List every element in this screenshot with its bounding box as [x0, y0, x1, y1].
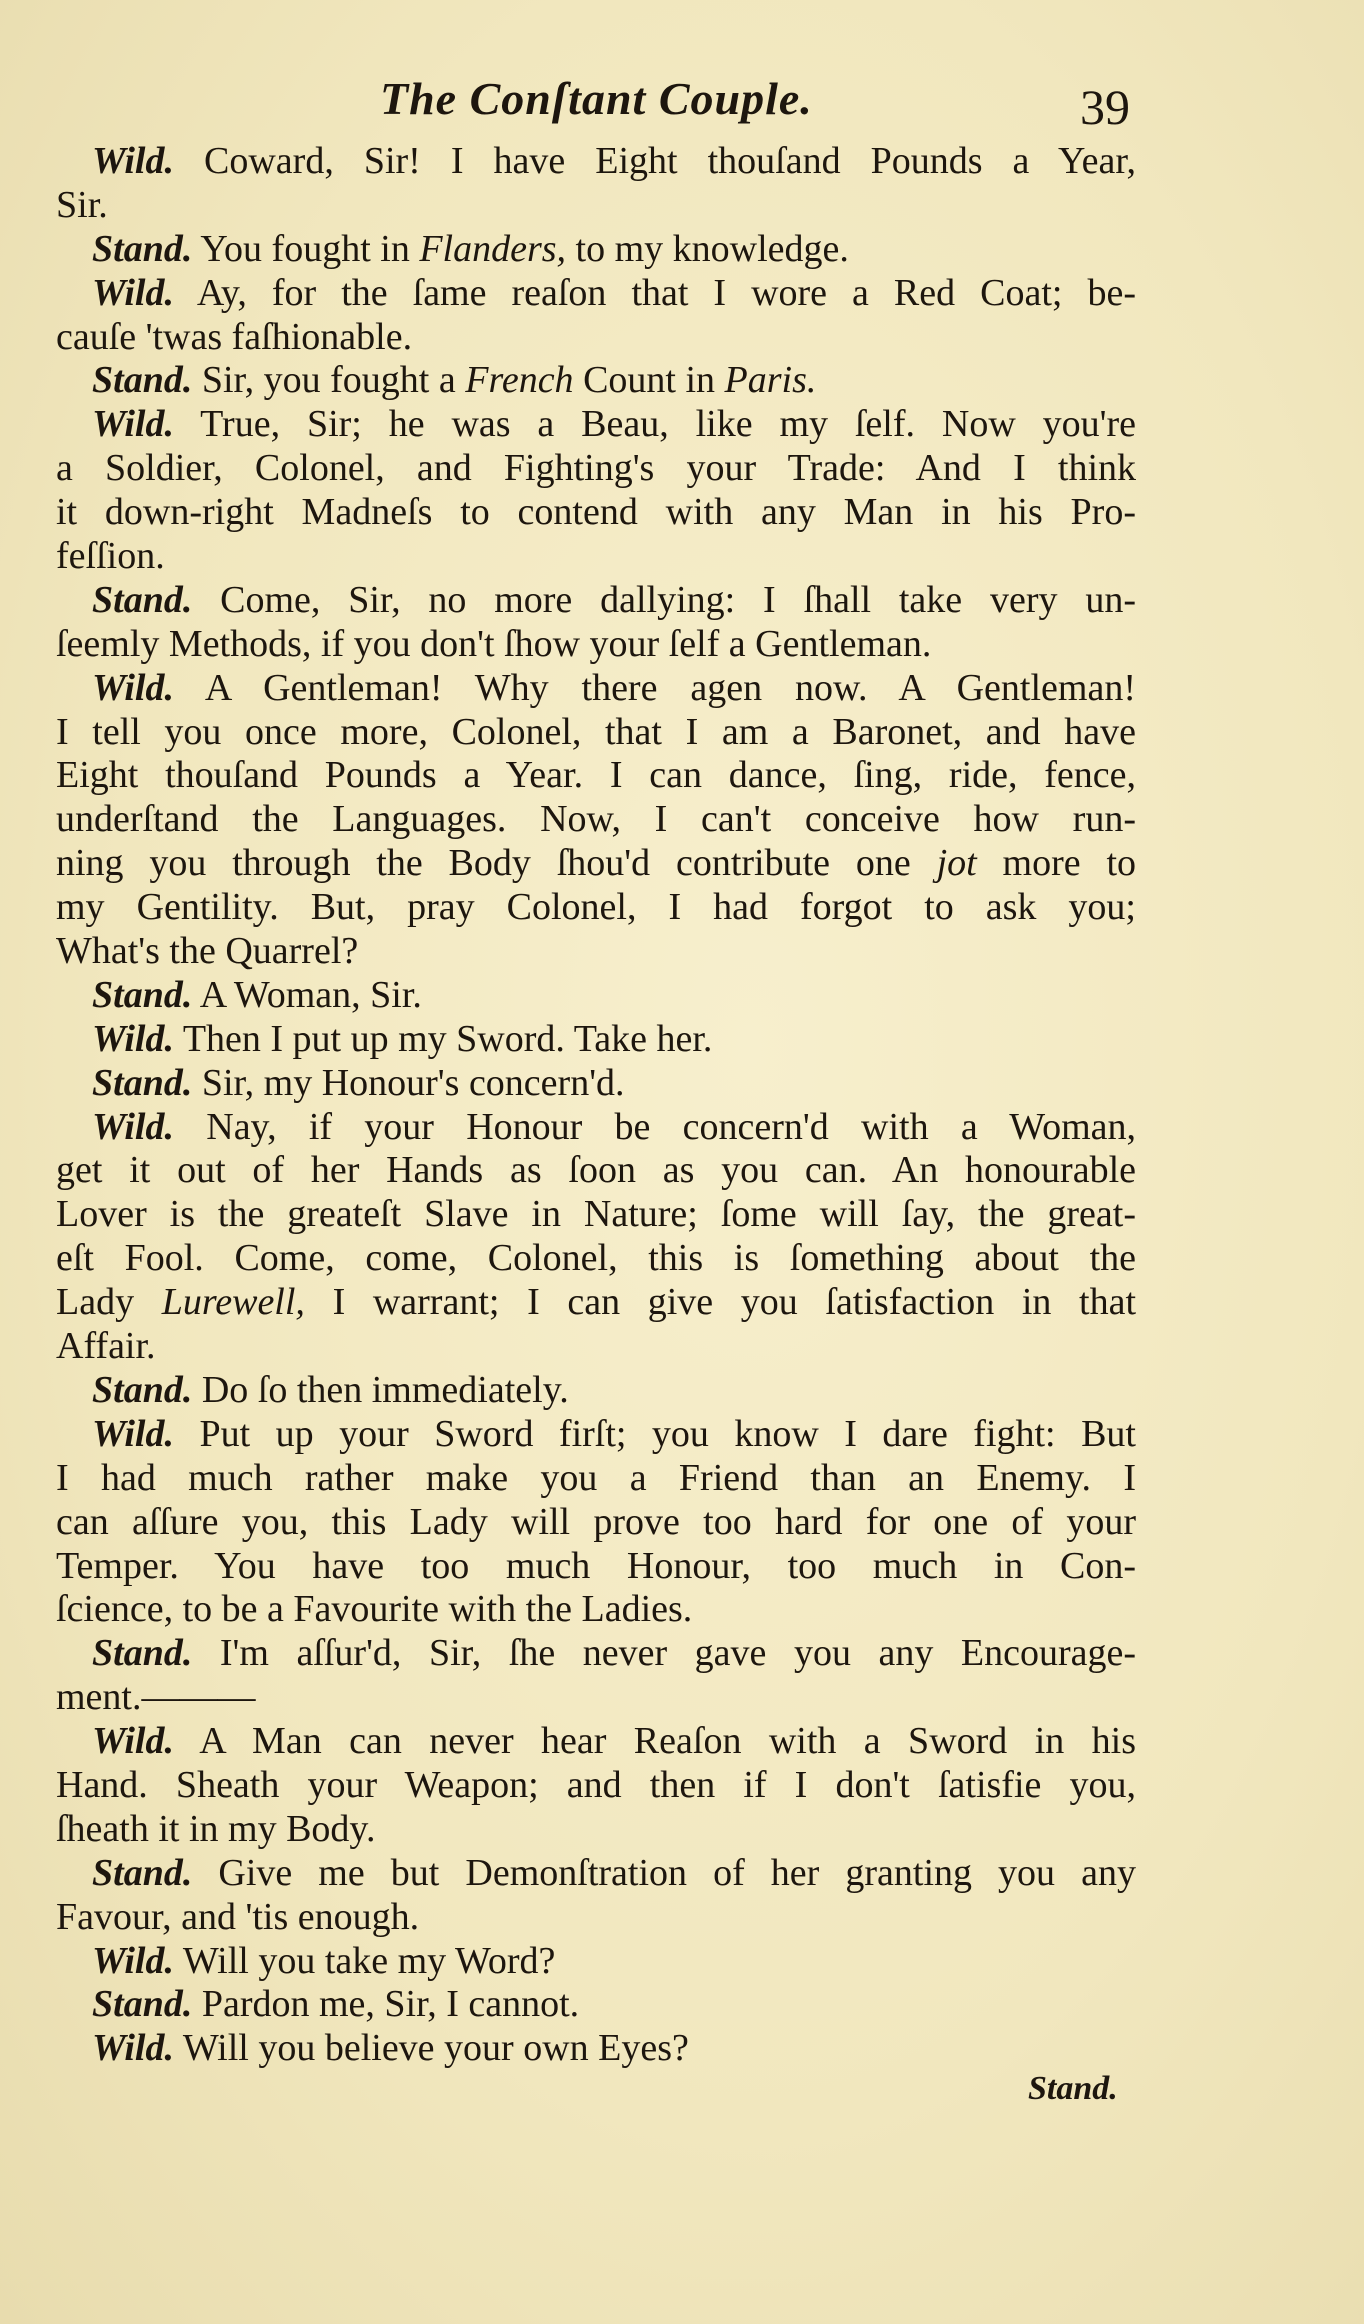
- text-line: [56, 1325, 1136, 1369]
- text-line: [56, 403, 1136, 447]
- text-line: [56, 754, 1136, 798]
- text-line: [56, 1457, 1136, 1501]
- text-line: [56, 1193, 1136, 1237]
- line-text: more to: [976, 842, 1136, 885]
- text-line: [56, 535, 1136, 579]
- line-text: Favour, and 'tis enough.: [56, 1895, 420, 1938]
- line-text: True, Sir; he was a Beau, like my ſelf. Now you're: [174, 403, 1136, 446]
- line-text: ſeemly Methods, if you don't ſhow your ſelf a Gentleman.: [56, 622, 932, 665]
- line-text: Affair.: [56, 1325, 156, 1368]
- speaker-name: Stand.: [92, 1983, 193, 2026]
- line-text: feſſion.: [56, 535, 165, 578]
- line-text: Sir, you fought a: [192, 359, 466, 402]
- text-line: [56, 1237, 1136, 1281]
- line-text: Eight thouſand Pounds a Year. I can dance, ſing, ride, fence,: [56, 754, 1136, 797]
- line-text: ſheath it in my Body.: [56, 1807, 376, 1850]
- speaker-name: Stand.: [92, 1368, 193, 1411]
- line-text: French: [465, 359, 574, 402]
- text-line: [56, 1720, 1136, 1764]
- line-text: cauſe 'twas faſhionable.: [56, 315, 413, 358]
- speaker-name: Wild.: [92, 1939, 174, 1982]
- line-text: I had much rather make you a Friend than an Enemy. I: [56, 1456, 1136, 1499]
- line-text: get it out of her Hands as ſoon as you can. An honourable: [56, 1149, 1136, 1192]
- text-line: [56, 1983, 1136, 2027]
- text-line: [56, 930, 1136, 974]
- speaker-name: Stand.: [92, 973, 193, 1016]
- line-text: Lover is the greateſt Slave in Nature; ſome will ſay, the great-: [56, 1193, 1136, 1236]
- line-text: Sir, my Honour's concern'd.: [192, 1061, 625, 1104]
- text-line: [56, 1281, 1136, 1325]
- speaker-name: Wild.: [92, 1720, 174, 1763]
- line-text: Give me but Demonſtration of her granting you any: [192, 1851, 1136, 1894]
- text-line: [56, 623, 1136, 667]
- text-line: [56, 140, 1136, 184]
- line-text: Ay, for the ſame reaſon that I wore a Red Coat; be-: [174, 271, 1136, 314]
- line-text: my Gentility. But, pray Colonel, I had forgot to ask you;: [56, 886, 1136, 929]
- line-text: Then I put up my Sword. Take her.: [174, 1017, 713, 1060]
- line-text: What's the Quarrel?: [56, 930, 359, 973]
- speaker-name: Wild.: [92, 666, 174, 709]
- text-line: [56, 1106, 1136, 1150]
- text-line: [56, 1940, 1136, 1984]
- speaker-name: Stand.: [92, 1851, 193, 1894]
- speaker-name: Stand.: [92, 578, 193, 621]
- line-text: I'm aſſur'd, Sir, ſhe never gave you any Encourage-: [192, 1632, 1136, 1675]
- line-text: eſt Fool. Come, come, Colonel, this is ſomething about the: [56, 1237, 1136, 1280]
- dialogue-text: [56, 140, 1136, 2071]
- line-text: You fought in: [192, 227, 420, 270]
- text-line: [56, 272, 1136, 316]
- text-line: [56, 1588, 1136, 1632]
- speaker-name: Wild.: [92, 1017, 174, 1060]
- text-line: [56, 447, 1136, 491]
- text-line: [56, 798, 1136, 842]
- line-text: Sir.: [56, 183, 108, 226]
- line-text: Paris.: [724, 359, 817, 402]
- page-number: 39: [1080, 79, 1130, 135]
- speaker-name: Wild.: [92, 403, 174, 446]
- line-text: Count in: [573, 359, 725, 402]
- text-line: [56, 1545, 1136, 1589]
- text-line: [56, 1896, 1136, 1940]
- text-line: [56, 184, 1136, 228]
- line-text: Will you take my Word?: [174, 1939, 556, 1982]
- text-line: [56, 974, 1136, 1018]
- line-text: I tell you once more, Colonel, that I am a Baronet, and have: [56, 710, 1136, 753]
- running-head: [0, 72, 1364, 142]
- line-text: Will you believe your own Eyes?: [174, 2027, 689, 2070]
- text-line: [56, 1676, 1136, 1720]
- text-line: [56, 491, 1136, 535]
- text-line: [56, 1413, 1136, 1457]
- text-line: [56, 579, 1136, 623]
- speaker-name: Wild.: [92, 1412, 174, 1455]
- line-text: Nay, if your Honour be concern'd with a Woman,: [174, 1105, 1136, 1148]
- text-line: [56, 1062, 1136, 1106]
- text-line: [56, 359, 1136, 403]
- text-line: [56, 886, 1136, 930]
- line-text: Do ſo then immediately.: [192, 1368, 569, 1411]
- line-text: ſcience, to be a Favourite with the Ladies.: [56, 1588, 693, 1631]
- line-text: can aſſure you, this Lady will prove too hard for one of your: [56, 1500, 1136, 1543]
- line-text: Flanders,: [419, 227, 567, 270]
- speaker-name: Stand.: [92, 227, 193, 270]
- text-line: [56, 842, 1136, 886]
- text-line: [56, 228, 1136, 272]
- text-line: [56, 1501, 1136, 1545]
- line-text: I warrant; I can give you ſatisfaction in that: [304, 1281, 1136, 1324]
- line-text: ning you through the Body ſhou'd contribute one: [56, 842, 937, 885]
- line-text: A Gentleman! Why there agen now. A Gentleman!: [174, 666, 1136, 709]
- catchword: Stand.: [1028, 2070, 1118, 2107]
- running-title: The Conſtant Couple.: [380, 73, 813, 124]
- line-text: A Man can never hear Reaſon with a Sword in his: [174, 1720, 1136, 1763]
- text-line: [56, 1149, 1136, 1193]
- line-text: Put up your Sword firſt; you know I dare fight: But: [174, 1412, 1136, 1455]
- text-line: [56, 1852, 1136, 1896]
- line-text: Lurewell,: [161, 1281, 305, 1324]
- text-line: [56, 1808, 1136, 1852]
- line-text: a Soldier, Colonel, and Fighting's your Trade: And I think: [56, 447, 1136, 490]
- line-text: jot: [936, 842, 977, 885]
- line-text: underſtand the Languages. Now, I can't conceive how run-: [56, 798, 1136, 841]
- text-line: [56, 711, 1136, 755]
- speaker-name: Stand.: [92, 1061, 193, 1104]
- speaker-name: Wild.: [92, 2027, 174, 2070]
- text-line: [56, 1018, 1136, 1062]
- line-text: Temper. You have too much Honour, too much in Con-: [56, 1544, 1136, 1587]
- line-text: Coward, Sir! I have Eight thouſand Pounds a Year,: [174, 140, 1136, 182]
- speaker-name: Wild.: [92, 1105, 174, 1148]
- text-line: [56, 667, 1136, 711]
- line-text: it down-right Madneſs to contend with any Man in his Pro-: [56, 491, 1136, 534]
- line-text: to my knowledge.: [566, 227, 849, 270]
- line-text: ment.———: [56, 1676, 256, 1719]
- speaker-name: Stand.: [92, 1632, 193, 1675]
- speaker-name: Wild.: [92, 271, 174, 314]
- text-line: [56, 1369, 1136, 1413]
- line-text: Hand. Sheath your Weapon; and then if I don't ſatisfie you,: [56, 1763, 1136, 1806]
- speaker-name: Stand.: [92, 359, 193, 402]
- line-text: Pardon me, Sir, I cannot.: [192, 1983, 580, 2026]
- text-line: [56, 1632, 1136, 1676]
- text-line: [56, 316, 1136, 360]
- speaker-name: Wild.: [92, 140, 174, 182]
- line-text: Come, Sir, no more dallying: I ſhall take very un-: [192, 578, 1136, 621]
- text-line: [56, 2027, 1136, 2071]
- line-text: A Woman, Sir.: [192, 973, 422, 1016]
- text-line: [56, 1764, 1136, 1808]
- line-text: Lady: [56, 1281, 162, 1324]
